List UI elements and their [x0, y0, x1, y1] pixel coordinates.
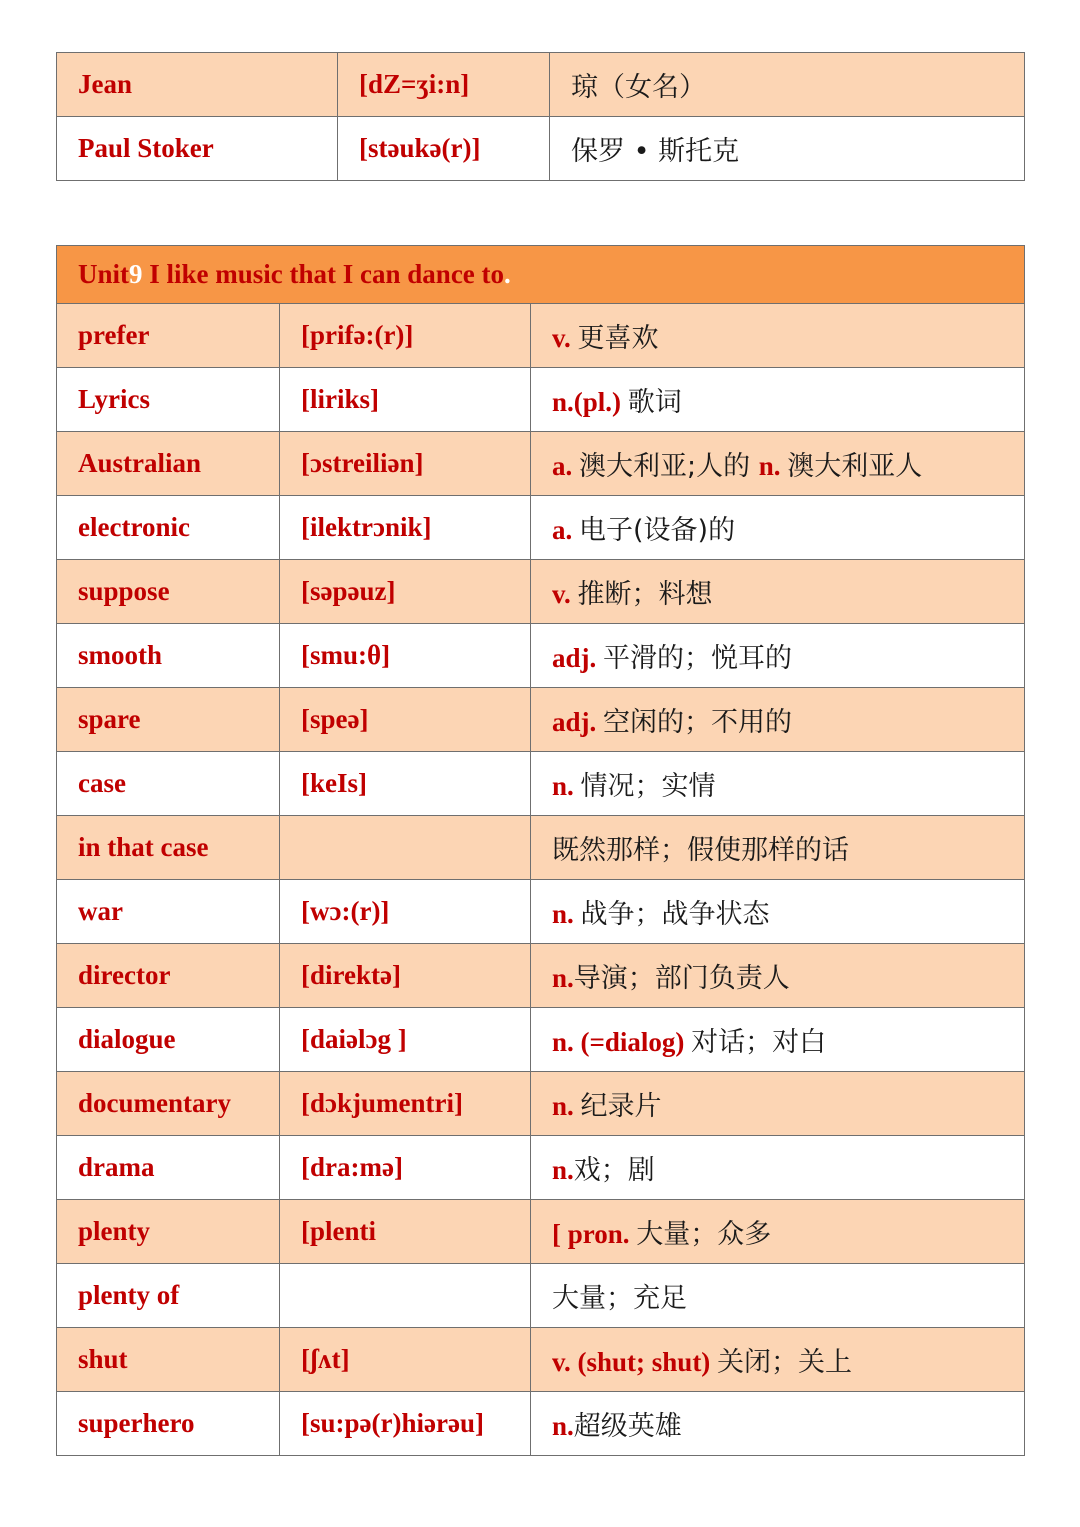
- phonetic-cell: [wɔ:(r)]: [280, 880, 531, 944]
- phonetic-cell: [dɔkjumentri]: [280, 1072, 531, 1136]
- table-row: [57, 496, 1025, 560]
- meaning-cell: [531, 816, 1025, 880]
- meaning-cell: [531, 1392, 1025, 1456]
- phonetic-cell: [ʃʌt]: [280, 1328, 531, 1392]
- table-row: [57, 117, 1025, 181]
- chinese-meaning: 空闲的；不用的: [603, 707, 793, 738]
- phonetic-cell: [daiəlɔg ]: [280, 1008, 531, 1072]
- chinese-meaning: 对话；对白: [691, 1027, 827, 1058]
- part-of-speech: a.: [552, 515, 579, 545]
- chinese-meaning: 歌词: [627, 387, 682, 418]
- chinese-meaning: 大量；众多: [636, 1219, 772, 1250]
- phonetic-cell: [smu:θ]: [280, 624, 531, 688]
- table-row: [57, 304, 1025, 368]
- part-of-speech: [ pron.: [552, 1219, 637, 1249]
- phonetic-cell: [dZ=ʒi:n]: [338, 53, 550, 117]
- table-row: [57, 1200, 1025, 1264]
- table-row: [57, 560, 1025, 624]
- unit9-vocab-table: [56, 245, 1025, 1456]
- table-row: [57, 944, 1025, 1008]
- table-row: [57, 53, 1025, 117]
- word-cell: documentary: [57, 1072, 280, 1136]
- chinese-meaning: 关闭；关上: [717, 1347, 853, 1378]
- meaning-cell: [531, 368, 1025, 432]
- phonetic-cell: [ɔstreiliən]: [280, 432, 531, 496]
- names-vocab-table: [56, 52, 1025, 181]
- phonetic-cell: [280, 816, 531, 880]
- chinese-meaning: 推断；料想: [577, 579, 713, 610]
- part-of-speech: n. (=dialog): [552, 1027, 692, 1057]
- meaning-cell: [531, 1264, 1025, 1328]
- chinese-meaning: 戏；剧: [573, 1155, 655, 1186]
- meaning-cell: 保罗 • 斯托克: [550, 117, 1025, 181]
- word-cell: spare: [57, 688, 280, 752]
- word-cell: Paul Stoker: [57, 117, 338, 181]
- table-row: [57, 624, 1025, 688]
- part-of-speech: n.: [552, 1411, 574, 1441]
- unit-title: [57, 246, 1025, 304]
- meaning-cell: [531, 1008, 1025, 1072]
- word-cell: plenty of: [57, 1264, 280, 1328]
- unit-prefix: Unit: [78, 259, 130, 289]
- table-row: [57, 752, 1025, 816]
- phonetic-cell: [liriks]: [280, 368, 531, 432]
- part-of-speech: n.: [552, 1091, 581, 1121]
- phonetic-cell: [speə]: [280, 688, 531, 752]
- part-of-speech: n.: [552, 771, 581, 801]
- word-cell: plenty: [57, 1200, 280, 1264]
- meaning-cell: [531, 1200, 1025, 1264]
- chinese-meaning: 超级英雄: [573, 1411, 682, 1442]
- table-row: [57, 816, 1025, 880]
- meaning-cell: [531, 496, 1025, 560]
- meaning-cell: [531, 944, 1025, 1008]
- chinese-meaning: 纪录片: [580, 1091, 662, 1122]
- phonetic-cell: [dra:mə]: [280, 1136, 531, 1200]
- table-row: [57, 1136, 1025, 1200]
- word-cell: superhero: [57, 1392, 280, 1456]
- unit-header-row: [57, 246, 1025, 304]
- word-cell: drama: [57, 1136, 280, 1200]
- chinese-meaning: 大量；充足: [552, 1283, 687, 1314]
- table-row: [57, 1328, 1025, 1392]
- unit-number: 9: [129, 259, 143, 289]
- part-of-speech: n.: [758, 451, 788, 481]
- unit-title-period: .: [504, 259, 511, 289]
- chinese-meaning: 情况；实情: [580, 771, 716, 802]
- table-row: [57, 688, 1025, 752]
- meaning-cell: [531, 752, 1025, 816]
- unit-title-text: I like music that I can dance to: [142, 259, 505, 289]
- phonetic-cell: [keIs]: [280, 752, 531, 816]
- word-cell: dialogue: [57, 1008, 280, 1072]
- meaning-cell: [531, 1328, 1025, 1392]
- table-row: [57, 432, 1025, 496]
- word-cell: Lyrics: [57, 368, 280, 432]
- phonetic-cell: [prifə:(r)]: [280, 304, 531, 368]
- word-cell: Jean: [57, 53, 338, 117]
- chinese-meaning: 导演；部门负责人: [573, 963, 790, 994]
- part-of-speech: adj.: [552, 643, 604, 673]
- meaning-cell: [531, 560, 1025, 624]
- part-of-speech: v. (shut; shut): [552, 1347, 718, 1377]
- word-cell: shut: [57, 1328, 280, 1392]
- table-row: [57, 368, 1025, 432]
- chinese-meaning: 更喜欢: [577, 323, 659, 354]
- meaning-cell: 琼（女名）: [550, 53, 1025, 117]
- word-cell: prefer: [57, 304, 280, 368]
- chinese-meaning: 既然那样；假使那样的话: [552, 835, 849, 866]
- table-row: [57, 880, 1025, 944]
- chinese-meaning: 电子(设备)的: [579, 515, 736, 546]
- word-cell: case: [57, 752, 280, 816]
- word-cell: suppose: [57, 560, 280, 624]
- phonetic-cell: [280, 1264, 531, 1328]
- chinese-meaning: 战争；战争状态: [580, 899, 770, 930]
- chinese-meaning: 澳大利亚;人的: [579, 451, 759, 482]
- part-of-speech: v.: [552, 323, 578, 353]
- phonetic-cell: [stəukə(r)]: [338, 117, 550, 181]
- phonetic-cell: [ilektrɔnik]: [280, 496, 531, 560]
- word-cell: smooth: [57, 624, 280, 688]
- meaning-cell: [531, 880, 1025, 944]
- meaning-cell: [531, 1136, 1025, 1200]
- chinese-meaning: 澳大利亚人: [787, 451, 923, 482]
- chinese-meaning: 平滑的；悦耳的: [603, 643, 793, 674]
- part-of-speech: n.: [552, 963, 574, 993]
- table-row: [57, 1392, 1025, 1456]
- word-cell: electronic: [57, 496, 280, 560]
- table-row: [57, 1264, 1025, 1328]
- word-cell: in that case: [57, 816, 280, 880]
- phonetic-cell: [səpəuz]: [280, 560, 531, 624]
- part-of-speech: v.: [552, 579, 578, 609]
- table-row: [57, 1008, 1025, 1072]
- part-of-speech: n.: [552, 1155, 574, 1185]
- meaning-cell: [531, 304, 1025, 368]
- meaning-cell: [531, 1072, 1025, 1136]
- word-cell: war: [57, 880, 280, 944]
- meaning-cell: [531, 624, 1025, 688]
- meaning-cell: [531, 432, 1025, 496]
- part-of-speech: a.: [552, 451, 579, 481]
- phonetic-cell: [plenti: [280, 1200, 531, 1264]
- word-cell: director: [57, 944, 280, 1008]
- part-of-speech: adj.: [552, 707, 604, 737]
- part-of-speech: n.: [552, 899, 581, 929]
- table-row: [57, 1072, 1025, 1136]
- part-of-speech: n.(pl.): [552, 387, 628, 417]
- meaning-cell: [531, 688, 1025, 752]
- word-cell: Australian: [57, 432, 280, 496]
- phonetic-cell: [direktə]: [280, 944, 531, 1008]
- phonetic-cell: [su:pə(r)hiərəu]: [280, 1392, 531, 1456]
